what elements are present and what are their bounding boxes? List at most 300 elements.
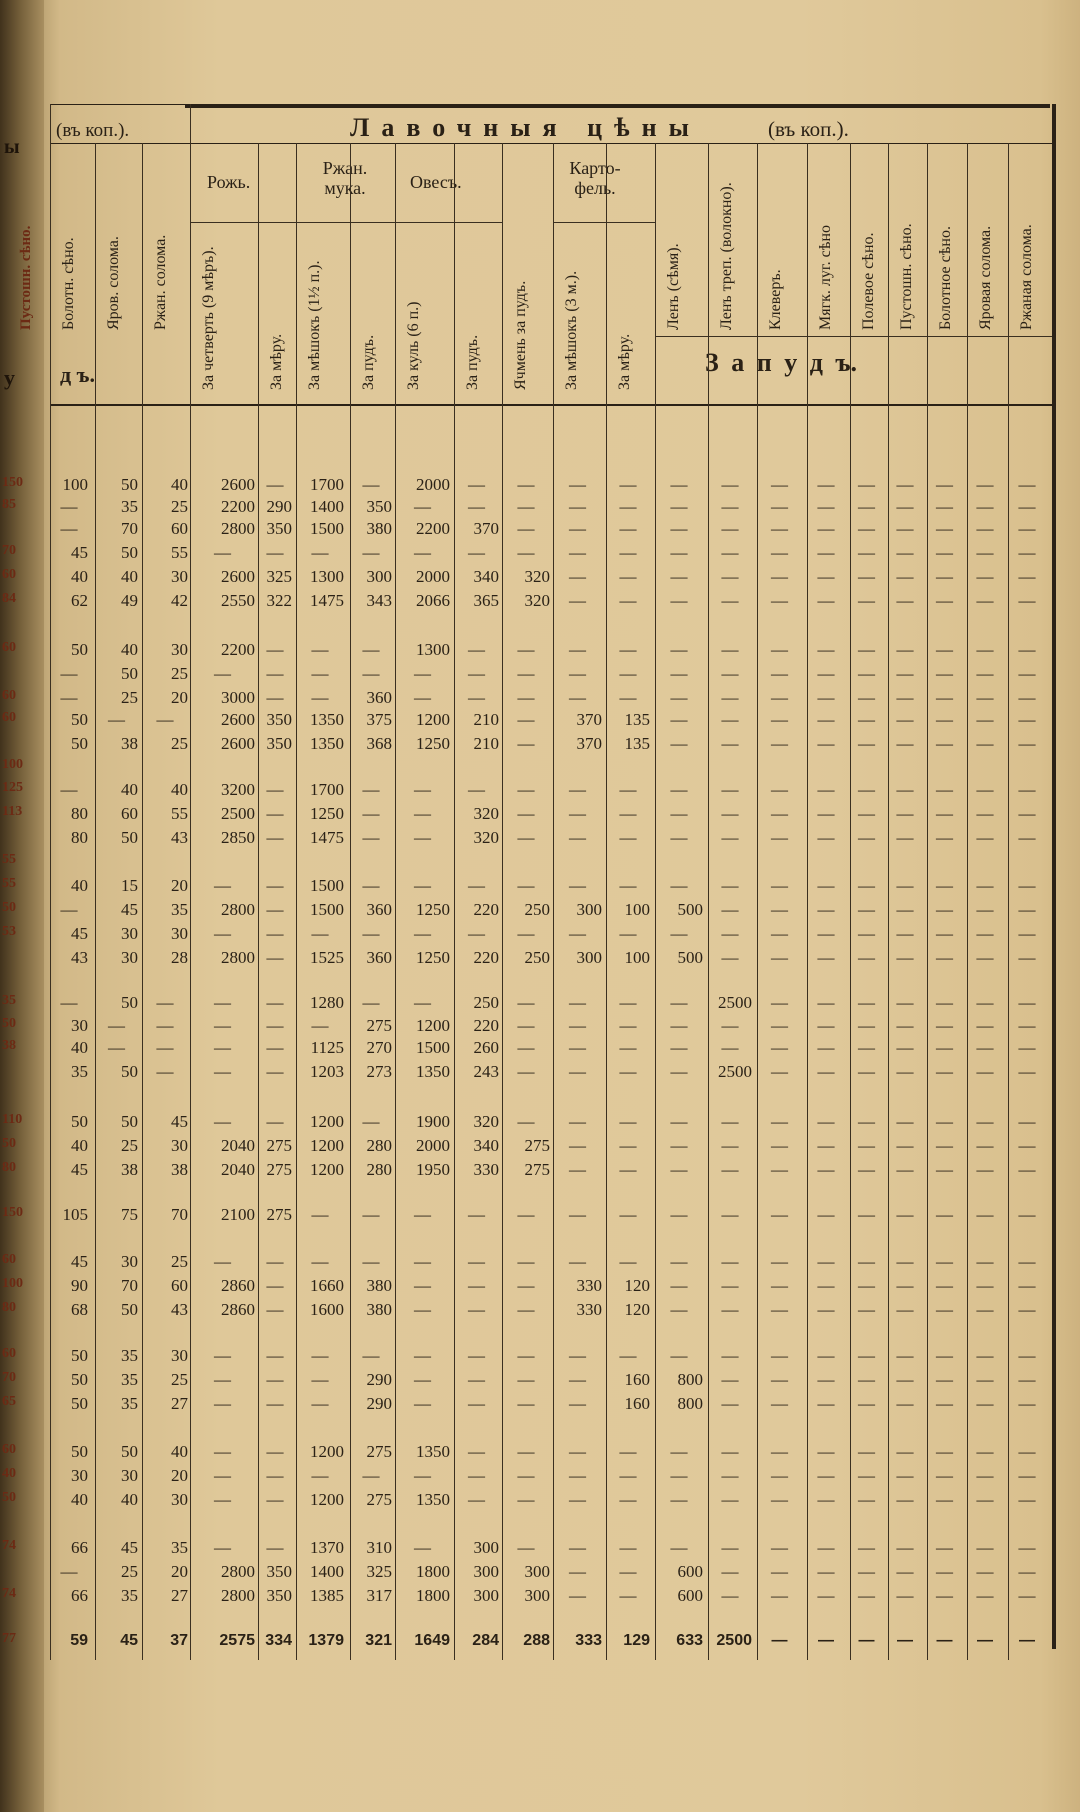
table-cell: — — [721, 1586, 739, 1605]
column-header: Яровая солома. — [977, 225, 994, 330]
table-cell: — — [976, 948, 994, 967]
table-cell: 50 — [121, 475, 138, 494]
table-cell: 275 — [366, 1490, 392, 1509]
table-cell: — — [858, 591, 875, 610]
table-cell: 66 — [71, 1538, 88, 1557]
table-cell: — — [468, 780, 485, 799]
table-cell: 120 — [624, 1300, 650, 1319]
table-cell: — — [936, 1466, 953, 1485]
table-cell: 310 — [366, 1538, 392, 1557]
table-cell: — — [214, 1016, 231, 1035]
table-cell: — — [517, 519, 535, 538]
table-cell: 288 — [523, 1632, 550, 1649]
table-cell: 220 — [473, 948, 499, 967]
table-cell: — — [1018, 734, 1036, 753]
table-cell: — — [670, 1016, 688, 1035]
table-cell: — — [721, 780, 739, 799]
table-cell: 280 — [366, 1136, 392, 1155]
table-cell: 38 — [121, 734, 138, 753]
table-cell: 40 — [121, 780, 138, 799]
table-cell: — — [362, 993, 380, 1012]
table-cell: — — [414, 876, 431, 895]
table-cell: 1200 — [310, 1136, 344, 1155]
table-cell: — — [60, 900, 78, 919]
table-cell: 35 — [121, 1346, 138, 1365]
table-cell: — — [468, 876, 485, 895]
table-cell: — — [569, 543, 586, 562]
table-cell: 2600 — [221, 710, 255, 729]
table-cell: 2200 — [221, 497, 255, 516]
table-cell: — — [771, 1112, 788, 1131]
table-cell: — — [468, 924, 485, 943]
table-cell: — — [817, 591, 835, 610]
table-cell: — — [362, 664, 380, 683]
table-cell: — — [414, 1538, 431, 1557]
spine-number: 80 — [2, 1300, 16, 1315]
table-cell: 220 — [473, 1016, 499, 1035]
table-cell: — — [1018, 543, 1036, 562]
table-cell: 2860 — [221, 1300, 255, 1319]
table-cell: — — [817, 519, 835, 538]
table-cell: — — [414, 924, 431, 943]
table-cell: — — [896, 664, 914, 683]
table-cell: — — [1018, 519, 1036, 538]
table-cell: — — [771, 1586, 788, 1605]
table-cell: — — [670, 924, 688, 943]
table-cell: — — [721, 734, 739, 753]
table-cell: — — [976, 664, 994, 683]
table-cell: — — [896, 497, 914, 516]
table-cell: 500 — [677, 948, 703, 967]
table-cell: — — [1018, 1252, 1036, 1271]
table-cell: 80 — [71, 804, 88, 823]
table-cell: — — [896, 1538, 914, 1557]
table-cell: — — [976, 543, 994, 562]
table-cell: 2850 — [221, 828, 255, 847]
table-cell: — — [619, 1562, 637, 1581]
table-cell: — — [362, 1466, 380, 1485]
table-cell: 35 — [171, 900, 188, 919]
table-cell: — — [60, 688, 78, 707]
table-cell: 273 — [366, 1062, 392, 1081]
table-cell: — — [311, 688, 329, 707]
spine-number: 60 — [2, 567, 16, 582]
table-cell: — — [311, 640, 329, 659]
table-cell: — — [1018, 640, 1036, 659]
table-cell: — — [936, 1442, 953, 1461]
table-cell: — — [897, 1632, 913, 1649]
table-cell: — — [1018, 1490, 1036, 1509]
table-cell: — — [817, 1160, 835, 1179]
group-rozh: Рожь. — [207, 172, 251, 192]
table-cell: — — [976, 567, 994, 586]
table-cell: — — [517, 876, 535, 895]
table-cell: — — [721, 1490, 739, 1509]
table-cell: — — [619, 1586, 637, 1605]
table-cell: 43 — [71, 948, 88, 967]
table-cell: — — [517, 1538, 535, 1557]
table-cell: — — [721, 567, 739, 586]
table-cell: — — [936, 1276, 953, 1295]
spine-number: 50 — [2, 1490, 16, 1505]
table-cell: — — [817, 664, 835, 683]
table-cell: 30 — [121, 924, 138, 943]
table-cell: — — [266, 1442, 284, 1461]
table-cell: 300 — [473, 1538, 499, 1557]
table-cell: — — [771, 1016, 788, 1035]
table-cell: — — [569, 1112, 586, 1131]
table-cell: — — [936, 543, 953, 562]
table-cell: — — [214, 1038, 231, 1057]
table-cell: — — [896, 1394, 914, 1413]
table-cell: — — [214, 1346, 231, 1365]
table-cell: — — [817, 1016, 835, 1035]
table-cell: 66 — [71, 1586, 88, 1605]
table-cell: 2500 — [221, 804, 255, 823]
table-cell: 105 — [62, 1205, 88, 1224]
table-cell: — — [414, 1300, 431, 1319]
table-cell: 275 — [266, 1205, 292, 1224]
spine-number: 100 — [2, 757, 23, 772]
table-cell: — — [858, 710, 875, 729]
table-cell: — — [858, 900, 875, 919]
table-cell: — — [311, 1394, 329, 1413]
table-cell: — — [670, 1442, 688, 1461]
table-cell: — — [619, 1136, 637, 1155]
table-cell: — — [771, 1370, 788, 1389]
table-cell: 2040 — [221, 1160, 255, 1179]
table-cell: 360 — [366, 900, 392, 919]
table-cell: — — [1018, 1370, 1036, 1389]
table-cell: — — [817, 1562, 835, 1581]
group-oves: Овесъ. — [410, 172, 462, 192]
table-cell: 30 — [171, 924, 188, 943]
table-cell: — — [517, 1442, 535, 1461]
table-cell: — — [936, 1038, 953, 1057]
table-cell: 1475 — [310, 828, 344, 847]
table-cell: 25 — [121, 1562, 138, 1581]
table-cell: — — [721, 1538, 739, 1557]
table-cell: 30 — [121, 1466, 138, 1485]
spine-number: 125 — [2, 780, 23, 795]
table-cell: — — [670, 640, 688, 659]
table-cell: 50 — [71, 640, 88, 659]
table-cell: 2800 — [221, 1562, 255, 1581]
table-cell: — — [60, 519, 78, 538]
table-cell: — — [569, 688, 586, 707]
table-cell: — — [896, 710, 914, 729]
table-cell: 1350 — [416, 1490, 450, 1509]
table-cell: — — [976, 1346, 994, 1365]
table-cell: — — [670, 1112, 688, 1131]
table-cell: 62 — [71, 591, 88, 610]
table-cell: — — [670, 497, 688, 516]
table-cell: — — [1018, 780, 1036, 799]
table-cell: — — [362, 804, 380, 823]
spine-number: 38 — [2, 1038, 16, 1053]
table-cell: 25 — [121, 1136, 138, 1155]
column-header: За пудъ. — [360, 334, 377, 390]
table-cell: — — [817, 1038, 835, 1057]
table-cell: — — [619, 1442, 637, 1461]
table-cell: 20 — [171, 1562, 188, 1581]
table-cell: — — [362, 924, 380, 943]
table-cell: — — [1018, 1394, 1036, 1413]
table-cell: — — [670, 710, 688, 729]
table-cell: — — [619, 497, 637, 516]
table-cell: — — [569, 1586, 586, 1605]
table-cell: — — [468, 1300, 485, 1319]
table-cell: — — [214, 1394, 231, 1413]
table-cell: 1500 — [310, 876, 344, 895]
table-cell: 20 — [171, 876, 188, 895]
table-cell: 2600 — [221, 567, 255, 586]
table-cell: 633 — [676, 1632, 703, 1649]
table-cell: 1125 — [310, 1038, 344, 1057]
table-cell: — — [976, 1160, 994, 1179]
table-cell: 38 — [121, 1160, 138, 1179]
table-cell: 45 — [121, 1538, 138, 1557]
table-cell: — — [670, 1346, 688, 1365]
table-cell: — — [936, 591, 953, 610]
table-cell: 210 — [473, 734, 499, 753]
table-cell: 1475 — [310, 591, 344, 610]
column-header: Ржан. солома. — [152, 234, 169, 330]
table-cell: — — [517, 1016, 535, 1035]
table-cell: — — [936, 1136, 953, 1155]
spine-number: 50 — [2, 900, 16, 915]
table-cell: 1700 — [310, 475, 344, 494]
column-header: За куль (6 п.) — [405, 301, 422, 390]
table-cell: — — [858, 1370, 875, 1389]
table-cell: — — [414, 804, 431, 823]
table-cell: — — [896, 519, 914, 538]
table-cell: 350 — [266, 710, 292, 729]
table-cell: 50 — [121, 1112, 138, 1131]
table-cell: 35 — [121, 1370, 138, 1389]
table-cell: 1700 — [310, 780, 344, 799]
table-cell: — — [670, 993, 688, 1012]
table-cell: — — [619, 567, 637, 586]
table-cell: 330 — [576, 1276, 602, 1295]
table-cell: 2500 — [718, 1062, 752, 1081]
table-cell: 129 — [623, 1632, 650, 1649]
table-cell: — — [771, 1394, 788, 1413]
table-cell: 1250 — [416, 900, 450, 919]
table-cell: — — [771, 1160, 788, 1179]
table-cell: — — [517, 710, 535, 729]
group-rule — [190, 222, 296, 223]
table-cell: — — [817, 1205, 835, 1224]
rotated-edge-header: Пустошн. сѣно. — [18, 225, 34, 330]
table-cell: 3000 — [221, 688, 255, 707]
table-cell: — — [721, 688, 739, 707]
table-cell: 1950 — [416, 1160, 450, 1179]
table-cell: 50 — [71, 1370, 88, 1389]
table-cell: — — [936, 1586, 953, 1605]
table-cell: — — [214, 924, 231, 943]
table-cell: — — [817, 1346, 835, 1365]
table-cell: — — [266, 1346, 284, 1365]
table-cell: — — [936, 1112, 953, 1131]
column-header: Пустошн. сѣно. — [898, 223, 915, 330]
table-cell: — — [771, 924, 788, 943]
table-cell: — — [976, 1394, 994, 1413]
table-cell: — — [721, 543, 739, 562]
table-cell: 40 — [121, 640, 138, 659]
table-cell: — — [721, 1562, 739, 1581]
table-cell: 1370 — [310, 1538, 344, 1557]
table-cell: 50 — [121, 993, 138, 1012]
spine-number: 150 — [2, 475, 23, 490]
spine-number: 50 — [2, 1136, 16, 1151]
table-cell: — — [977, 1632, 993, 1649]
table-cell: — — [414, 688, 431, 707]
table-cell: 1200 — [416, 710, 450, 729]
table-cell: — — [896, 948, 914, 967]
table-cell: — — [936, 1252, 953, 1271]
table-cell: — — [214, 1370, 231, 1389]
table-cell: — — [156, 1016, 174, 1035]
table-cell: — — [817, 640, 835, 659]
table-cell: — — [214, 1442, 231, 1461]
table-cell: — — [1018, 688, 1036, 707]
table-cell: — — [414, 497, 431, 516]
table-cell: — — [976, 993, 994, 1012]
table-cell: — — [1018, 1466, 1036, 1485]
column-header: Ленъ (сѣмя). — [665, 243, 682, 330]
table-cell: — — [936, 780, 953, 799]
table-cell: — — [936, 734, 953, 753]
table-cell: — — [721, 924, 739, 943]
table-cell: — — [976, 710, 994, 729]
left-unit-label: (въ коп.). — [56, 120, 130, 141]
table-cell: — — [1018, 993, 1036, 1012]
table-cell: 2600 — [221, 734, 255, 753]
table-cell: 350 — [366, 497, 392, 516]
spine-number: 80 — [2, 1160, 16, 1175]
table-cell: — — [976, 734, 994, 753]
table-cell: 260 — [473, 1038, 499, 1057]
table-cell: 290 — [366, 1370, 392, 1389]
table-cell: — — [771, 519, 788, 538]
table-cell: — — [517, 1112, 535, 1131]
table-cell: — — [266, 1466, 284, 1485]
table-cell: — — [517, 828, 535, 847]
table-cell: 300 — [473, 1586, 499, 1605]
table-cell: — — [976, 828, 994, 847]
table-cell: 50 — [121, 1442, 138, 1461]
table-cell: — — [362, 1252, 380, 1271]
table-cell: 42 — [171, 591, 188, 610]
table-cell: — — [858, 1538, 875, 1557]
table-cell: 275 — [266, 1160, 292, 1179]
table-cell: — — [936, 567, 953, 586]
table-cell: 1500 — [310, 519, 344, 538]
table-cell: 1203 — [310, 1062, 344, 1081]
table-cell: — — [936, 1394, 953, 1413]
table-cell: 300 — [473, 1562, 499, 1581]
table-cell: — — [619, 924, 637, 943]
spine-number: 40 — [2, 1466, 16, 1481]
column-header: Полевое сѣно. — [860, 232, 877, 330]
table-cell: — — [721, 948, 739, 967]
table-cell: 300 — [366, 567, 392, 586]
table-cell: — — [266, 688, 284, 707]
table-cell: 370 — [576, 734, 602, 753]
table-cell: — — [771, 688, 788, 707]
table-cell: — — [858, 519, 875, 538]
table-cell: 120 — [624, 1276, 650, 1295]
table-cell: 2500 — [716, 1632, 752, 1649]
table-cell: 2550 — [221, 591, 255, 610]
table-cell: — — [569, 1538, 586, 1557]
table-cell: — — [670, 1538, 688, 1557]
table-cell: — — [936, 475, 953, 494]
table-cell: — — [896, 1562, 914, 1581]
table-cell: 2500 — [718, 993, 752, 1012]
table-cell: 20 — [171, 1466, 188, 1485]
table-cell: — — [1018, 876, 1036, 895]
table-cell: — — [721, 1016, 739, 1035]
table-cell: 320 — [473, 804, 499, 823]
table-cell: — — [569, 1160, 586, 1179]
table-cell: — — [266, 1016, 284, 1035]
table-cell: 50 — [71, 1442, 88, 1461]
table-cell: 800 — [677, 1370, 703, 1389]
table-cell: — — [818, 1632, 834, 1649]
table-cell: — — [721, 475, 739, 494]
table-cell: 90 — [71, 1276, 88, 1295]
spine-number: 55 — [2, 852, 16, 867]
table-cell: 50 — [121, 828, 138, 847]
table-cell: — — [569, 1466, 586, 1485]
table-cell: — — [619, 1038, 637, 1057]
table-cell: — — [266, 1300, 284, 1319]
table-cell: — — [771, 876, 788, 895]
table-cell: — — [936, 1538, 953, 1557]
table-cell: — — [936, 1490, 953, 1509]
table-cell: 25 — [171, 734, 188, 753]
table-cell: — — [266, 1538, 284, 1557]
table-cell: 3200 — [221, 780, 255, 799]
table-cell: 27 — [171, 1394, 188, 1413]
table-cell: 45 — [121, 900, 138, 919]
table-cell: 1400 — [310, 497, 344, 516]
table-cell: — — [817, 780, 835, 799]
table-cell: — — [362, 543, 380, 562]
table-cell: — — [976, 1136, 994, 1155]
table-cell: — — [858, 828, 875, 847]
table-cell: 35 — [121, 1394, 138, 1413]
table-cell: — — [771, 640, 788, 659]
title-rule-left — [50, 104, 185, 105]
table-cell: 2575 — [219, 1632, 255, 1649]
spine-number: 60 — [2, 1252, 16, 1267]
table-cell: — — [266, 1394, 284, 1413]
table-cell: 43 — [171, 1300, 188, 1319]
table-cell: — — [619, 876, 637, 895]
spine-number: 50 — [2, 1016, 16, 1031]
table-cell: 30 — [71, 1016, 88, 1035]
table-cell: — — [214, 1490, 231, 1509]
table-cell: 290 — [266, 497, 292, 516]
group-rzhan-muka: Ржан. мука. — [322, 158, 368, 198]
table-cell: — — [311, 664, 329, 683]
table-cell: — — [858, 1300, 875, 1319]
table-cell: 360 — [366, 948, 392, 967]
table-cell: — — [569, 1016, 586, 1035]
